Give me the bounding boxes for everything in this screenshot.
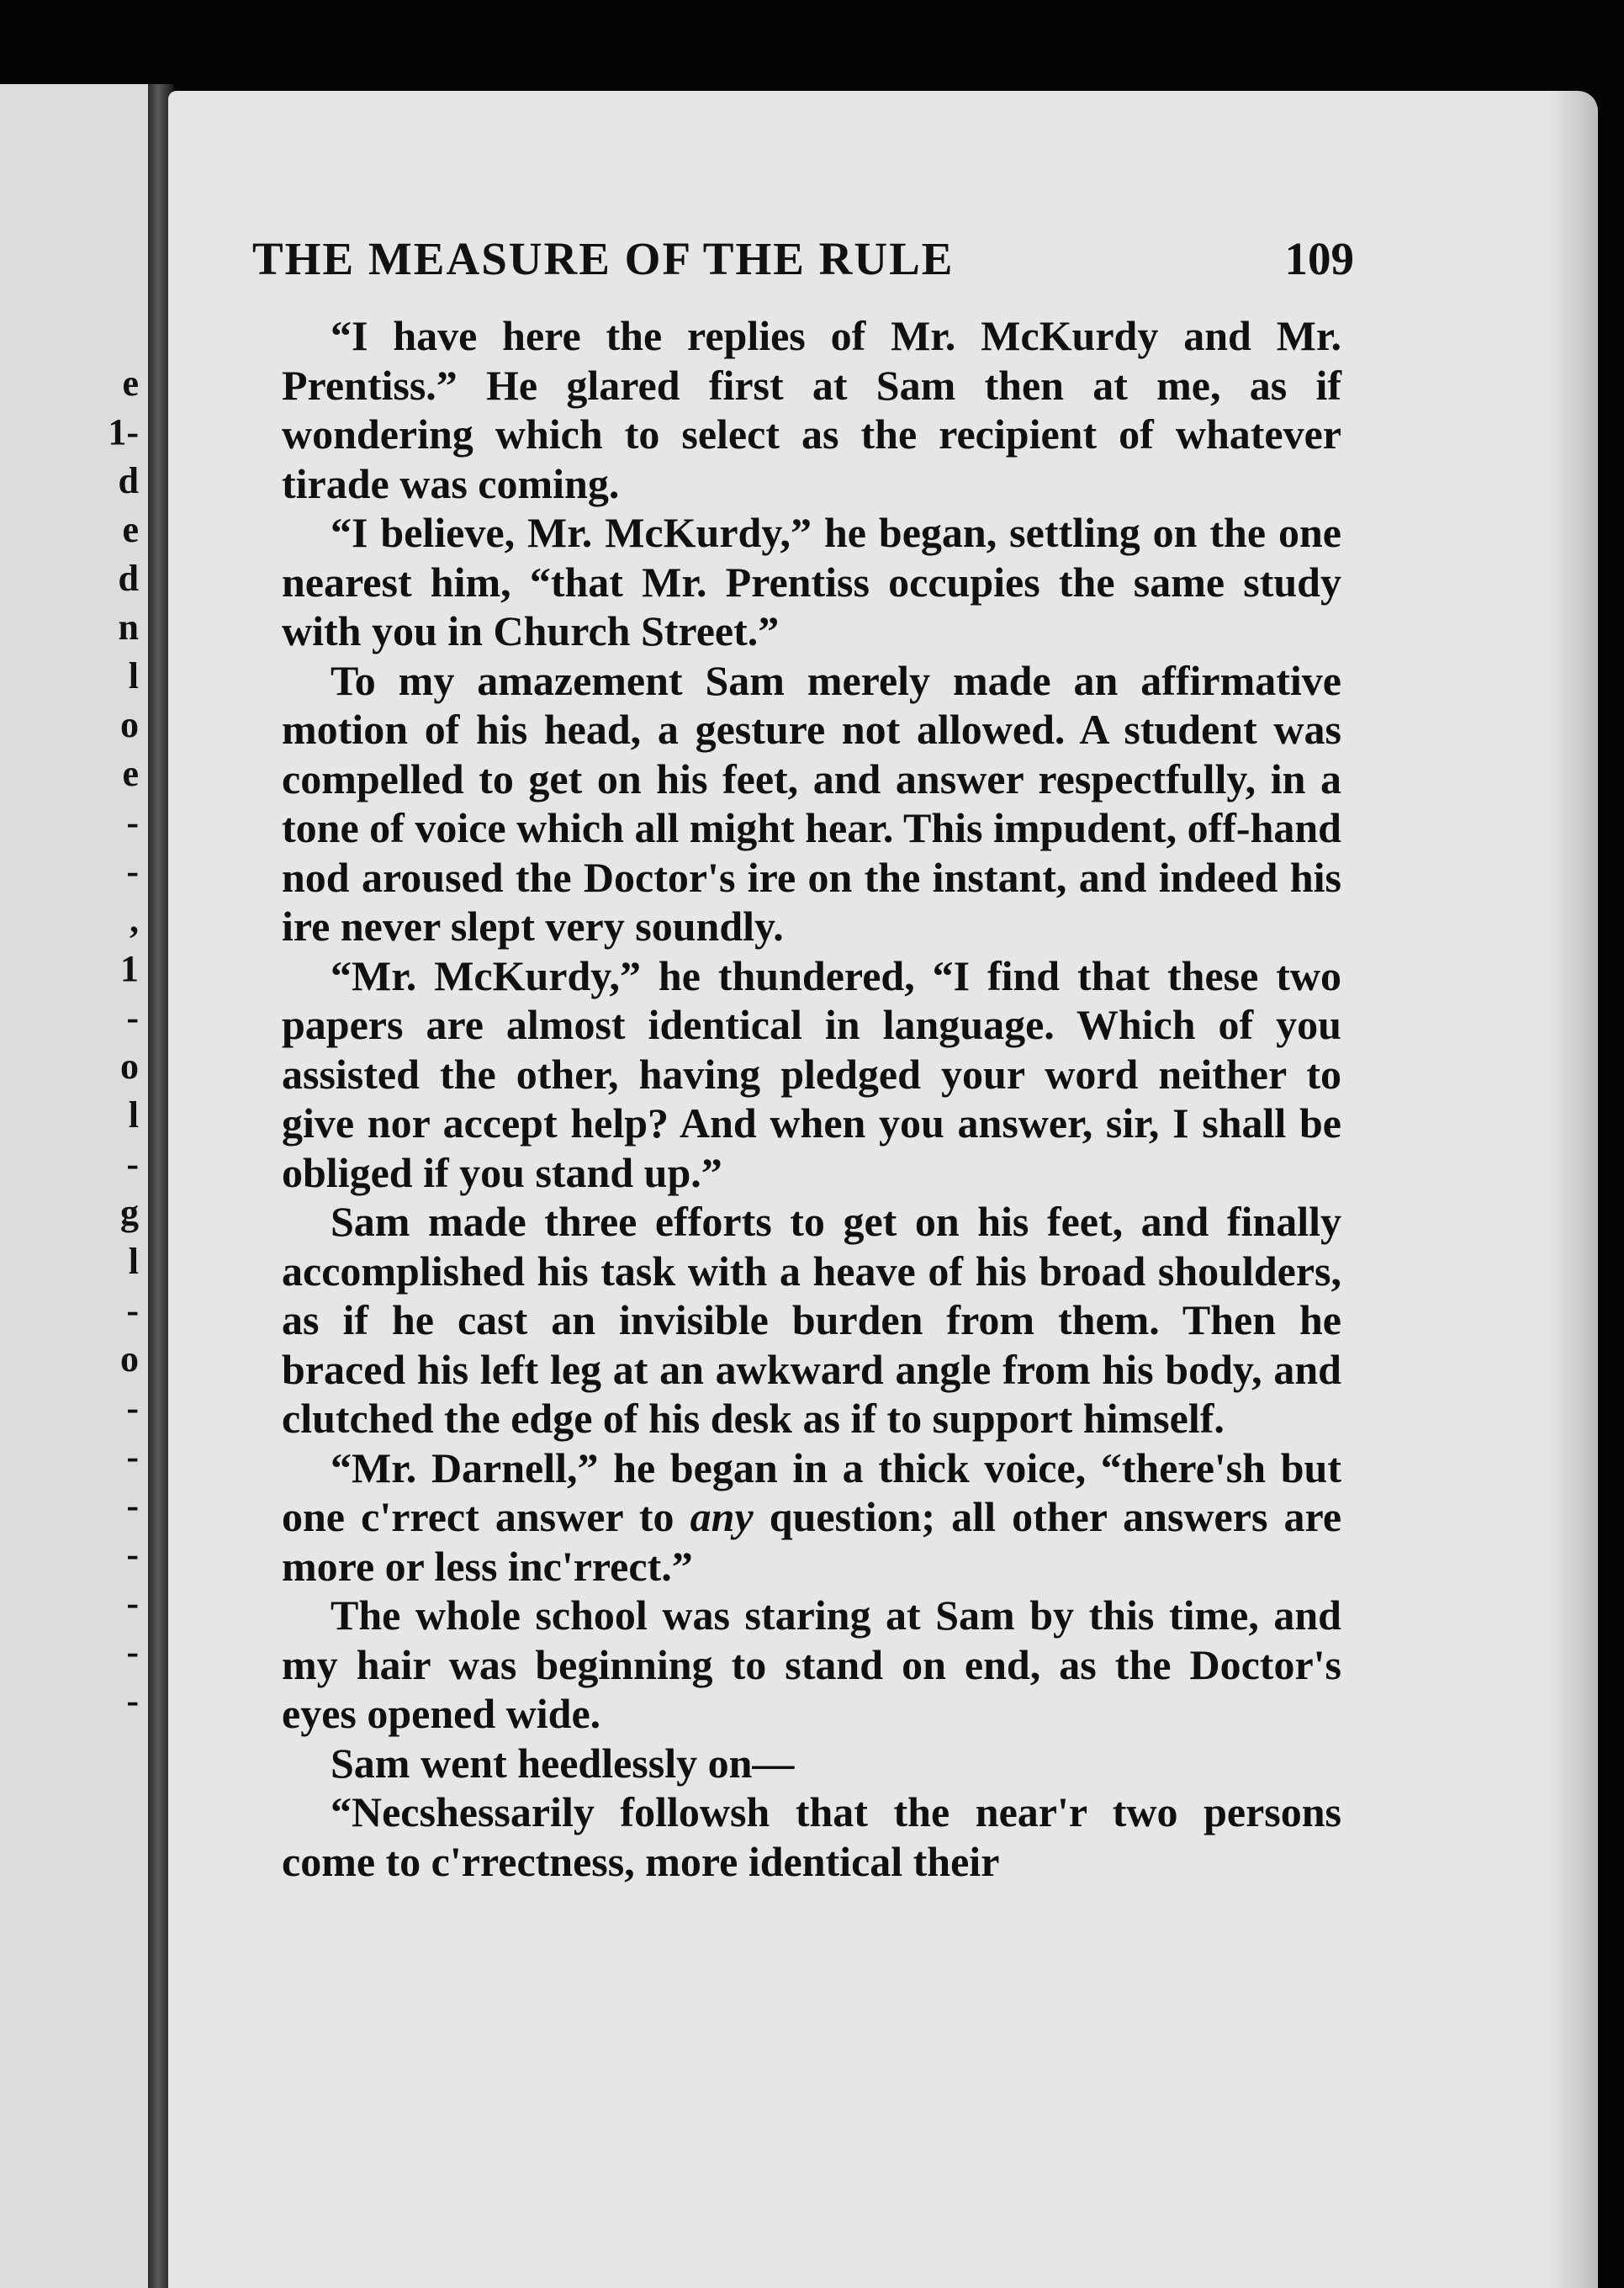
facing-page-fragment: 1	[120, 948, 139, 989]
facing-page-fragment: d	[118, 460, 139, 501]
facing-page-fragment: -	[126, 1631, 139, 1672]
paragraph: Sam made three efforts to get on his feet, and finally accomplished his task with a heave of his broad shoulders, as if he cast an invisible burden from them. Then he braced his left leg at an awkward angle from his body, and clutched the edge of his desk as if to support himself.	[282, 1198, 1341, 1442]
facing-page-fragment: -	[126, 997, 139, 1038]
facing-page-fragment: e	[122, 363, 139, 404]
facing-page-edge	[0, 84, 156, 2288]
facing-page-fragment: -	[126, 1387, 139, 1428]
facing-page-fragment: -	[126, 1143, 139, 1184]
facing-page-fragment: ,	[130, 899, 139, 940]
facing-page-fragment: o	[120, 1046, 139, 1087]
paragraph-darnell	[282, 1443, 1341, 1592]
facing-page-fragment: -	[126, 1533, 139, 1575]
emphasis-text: any	[690, 1493, 754, 1540]
facing-page-fragment: -	[126, 1436, 139, 1477]
facing-page-fragment: e	[122, 509, 139, 550]
facing-page-fragment: -	[126, 802, 139, 843]
paragraph: Sam went heedlessly on—	[331, 1739, 795, 1787]
facing-page-fragment: l	[128, 655, 139, 696]
facing-page-fragment: -	[126, 850, 139, 892]
facing-page-fragments	[0, 84, 156, 2288]
paragraph: “I believe, Mr. McKurdy,” he began, settling on the one nearest him, “that Mr. Prentiss occupies the same study with you in Church Street.”	[282, 509, 1341, 654]
facing-page-fragment: l	[128, 1241, 139, 1282]
facing-page-fragment: o	[120, 704, 139, 745]
paragraph: To my amazement Sam merely made an affirmative motion of his head, a gesture not allowed. A student was compelled to get on his feet, and answer respectfully, in a tone of voice which all might hear. This impudent, off-hand nod aroused the Doctor's ire on the instant, and indeed his ire never slept very soundly.	[282, 656, 1341, 950]
facing-page-fragment: g	[120, 1192, 139, 1233]
paragraph: “I have here the replies of Mr. McKurdy and Mr. Prentiss.” He glared first at Sam then at me, as if wondering which to select as the recipient of whatever tirade was coming.	[282, 312, 1341, 507]
body-text	[282, 311, 1341, 1886]
paragraph: The whole school was staring at Sam by this time, and my hair was beginning to stand on end, as the Doctor's eyes opened wide.	[282, 1592, 1341, 1737]
facing-page-fragment: 1-	[108, 411, 139, 453]
paragraph: “Mr. McKurdy,” he thundered, “I find that these two papers are almost identical in language. Which of you assisted the other, having pledged your word neither to give nor accept help? And when you answer, sir, I shall be obliged if you stand up.”	[282, 951, 1341, 1196]
paragraph: “Necshessarily followsh that the near'r two persons come to c'rrectness, more identical their	[282, 1788, 1341, 1885]
facing-page-fragment: e	[122, 753, 139, 794]
facing-page-fragment: d	[118, 558, 139, 599]
text-run: “Mr. Darnell,” he began in a thick voice, “there'sh but one c'rrect answer to	[282, 1443, 1341, 1540]
page-header	[252, 232, 1354, 285]
facing-page-fragment: -	[126, 1290, 139, 1331]
facing-page-fragment: -	[126, 1582, 139, 1623]
facing-page-fragment: l	[128, 1094, 139, 1136]
facing-page-fragment: -	[126, 1680, 139, 1721]
facing-page-fragment: -	[126, 1485, 139, 1526]
page-number: 109	[1284, 233, 1354, 284]
text-run: question; all other answers are more or less inc'rrect.”	[282, 1493, 1342, 1590]
running-title: THE MEASURE OF THE RULE	[252, 233, 955, 284]
facing-page-fragment: o	[120, 1338, 139, 1380]
facing-page-fragment: n	[118, 606, 139, 648]
